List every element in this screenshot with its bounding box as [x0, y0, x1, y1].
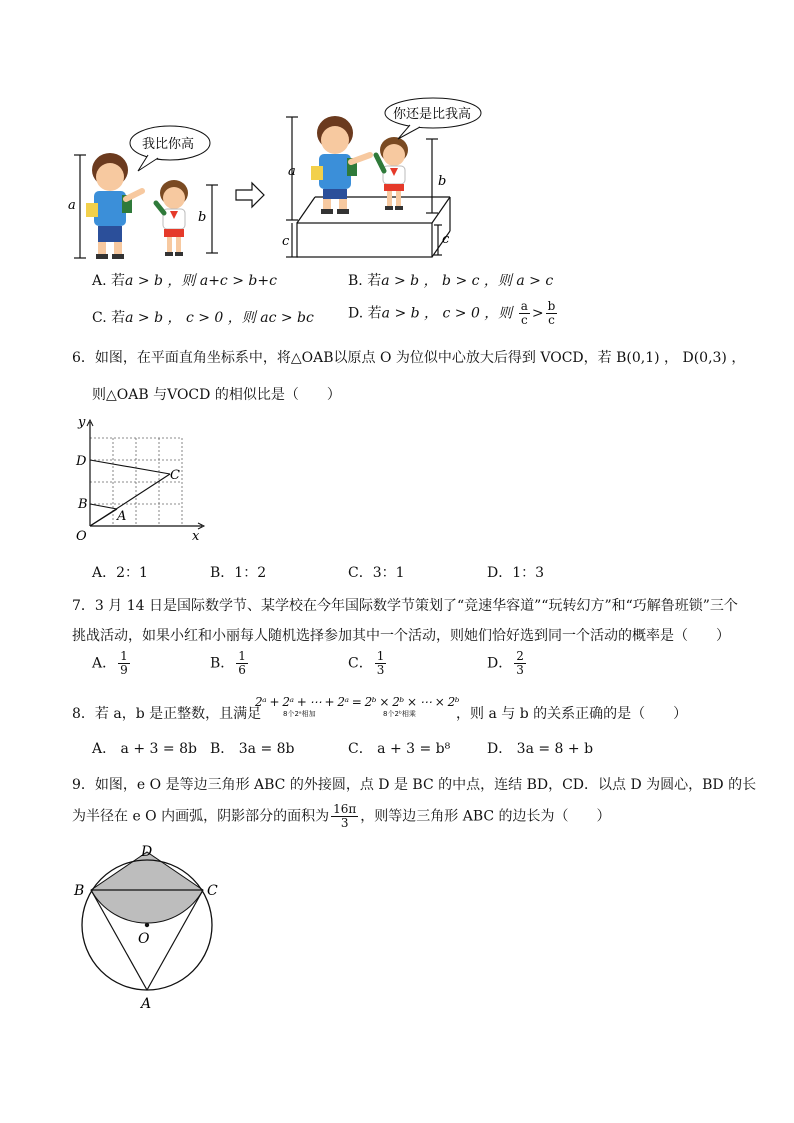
- q8-expression-main: 2ᵃ + 2ᵃ + ⋯ + 2ᵃ = 2ᵇ × 2ᵇ × ⋯ × 2ᵇ: [255, 695, 460, 709]
- dimension-a-left: [74, 155, 86, 258]
- q8-text: 8．若 a，b 是正整数，且满足: [72, 706, 262, 722]
- label-y: y: [78, 415, 86, 430]
- q7-text-line1: 7．3 月 14 日是国际数学节、某学校在今年国际数学节策划了“竞速华容道”“玩转幻方”和“巧解鲁班锁”三个: [72, 598, 738, 614]
- label-o: O: [76, 529, 87, 544]
- q5-option-d: D. 若a > b ， c > 0 ，则 $\frac{a}{c}$ > $\frac{b}{c}$: [348, 299, 556, 327]
- q6-option-b: B．1：2: [210, 565, 267, 581]
- q5-option-c: C. 若a > b ， c > 0 ，则 ac > bc: [92, 310, 314, 326]
- label-b: B: [74, 883, 85, 899]
- dimension-b-left: [206, 185, 218, 253]
- q5-figure: [60, 95, 500, 265]
- label-a-left: a: [68, 198, 76, 213]
- q6-coordinate-figure: [72, 412, 212, 547]
- label-c: C: [170, 468, 180, 483]
- q8-option-b: B． 3a = 8b: [210, 741, 295, 757]
- dimension-b-right: [426, 139, 438, 213]
- q8-option-a: A． a + 3 = 8b: [92, 741, 197, 757]
- box-illustration: [297, 197, 450, 257]
- bubble-text-right: 你还是比我高: [393, 107, 472, 122]
- label-x: x: [192, 529, 200, 544]
- label-c: C: [207, 883, 218, 899]
- boy-illustration-right: [311, 116, 370, 214]
- label-a-right: a: [288, 164, 296, 179]
- q9-text-line2: 为半径在 e O 内画弧，阴影部分的面积为 $\frac{16\pi}{3}$ ，则等边三角形 ABC 的边长为（ ）: [72, 802, 611, 830]
- q8-option-d: D． 3a = 8 + b: [487, 741, 594, 757]
- q8-expression: [255, 695, 460, 721]
- triangles: [90, 460, 170, 526]
- label-b: B: [78, 497, 88, 512]
- q8-underbrace-right: 8个2ᵇ相乘: [383, 710, 416, 718]
- q8-text-post: ，则 a 与 b 的关系正确的是（ ）: [456, 706, 688, 722]
- q7-text-line2: 挑战活动，如果小红和小丽每人随机选择参加其中一个活动，则她们恰好选到同一个活动的概率是（ ）: [72, 628, 730, 644]
- center-point: [145, 923, 149, 927]
- boy-illustration-left: [86, 153, 142, 259]
- q8-option-c: C． a + 3 = b⁸: [348, 741, 451, 757]
- q9-text-line1: 9．如图，e O 是等边三角形 ABC 的外接圆，点 D 是 BC 的中点，连结 BD，CD．以点 D 为圆心，BD 的长: [72, 777, 757, 793]
- q9-circle-figure: [70, 840, 230, 1015]
- label-a: A: [117, 509, 127, 524]
- grid-lines: [90, 438, 182, 526]
- girl-illustration-right: [376, 137, 408, 210]
- label-a: A: [141, 996, 152, 1012]
- label-b-right: b: [438, 174, 447, 189]
- q7-option-d: D． $\frac{2}{3}$: [487, 649, 524, 677]
- q6-text-line1: 6．如图，在平面直角坐标系中，将△OAB以原点 O 为位似中心放大后得到 VOCD，若 B(0,1) ， D(0,3) ，: [72, 350, 746, 366]
- right-arrow-icon: [236, 183, 264, 207]
- q6-option-c: C．3：1: [348, 565, 405, 581]
- q8-underbrace-left: 8个2ᵃ相加: [283, 710, 316, 718]
- q5-option-b: B. 若a > b ， b > c ，则 a > c: [348, 273, 554, 289]
- label-c-left: c: [282, 234, 290, 249]
- label-d: D: [76, 454, 87, 469]
- label-b-left: b: [198, 210, 207, 225]
- girl-illustration-left: [156, 180, 188, 256]
- q5-option-a: A. 若a > b ，则 a+c > b+c: [92, 273, 277, 289]
- label-c-right: c: [442, 232, 450, 247]
- shaded-region: [91, 852, 203, 923]
- label-d: D: [141, 844, 153, 860]
- q7-option-a: A． $\frac{1}{9}$: [92, 649, 128, 677]
- bubble-text-left: 我比你高: [142, 137, 195, 152]
- q6-option-a: A．2：1: [92, 565, 148, 581]
- q7-option-c: C． $\frac{1}{3}$: [348, 649, 385, 677]
- q6-text-line2: 则△OAB 与VOCD 的相似比是（ ）: [92, 387, 341, 403]
- label-o: O: [138, 931, 150, 947]
- dimension-c-right: [434, 225, 442, 255]
- q7-option-b: B． $\frac{1}{6}$: [210, 649, 246, 677]
- q6-option-d: D．1：3: [487, 565, 545, 581]
